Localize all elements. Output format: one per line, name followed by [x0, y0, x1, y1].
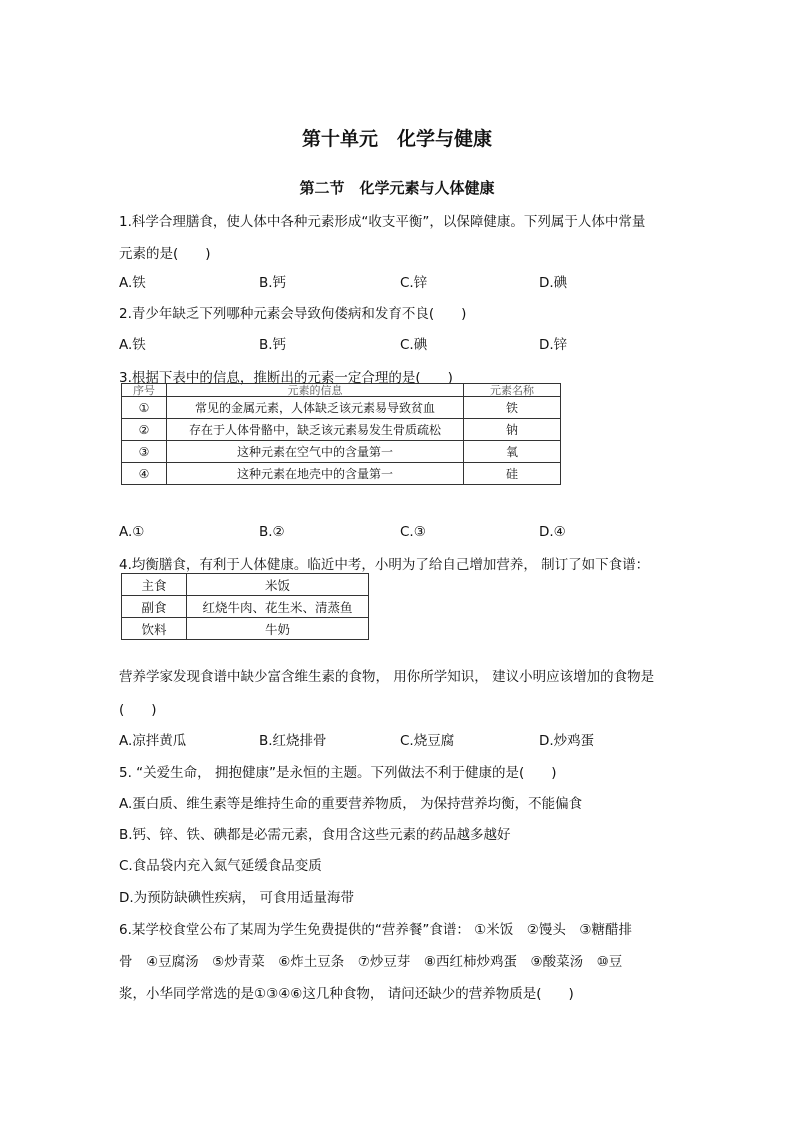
question-3-option-c: C.③ — [400, 524, 426, 540]
table-row — [122, 463, 561, 485]
table-header-row — [122, 384, 561, 397]
question-1-option-c: C.锌 — [400, 275, 428, 291]
question-1-option-b: B.钙 — [259, 275, 287, 291]
table-cell: 钠 — [464, 419, 561, 441]
question-4-text-cont: 营养学家发现食谱中缺少富含维生素的食物， 用你所学知识， 建议小明应该增加的食物是 — [119, 669, 655, 685]
question-6-text-cont-2: 浆，小华同学常选的是①③④⑥这几种食物， 请问还缺少的营养物质是( ) — [119, 986, 574, 1002]
question-3-text: 3.根据下表中的信息，推断出的元素一定合理的是( ) — [119, 370, 453, 386]
table-header-cell: 元素名称 — [464, 384, 561, 397]
question-1-option-d: D.碘 — [539, 275, 568, 291]
meal-plan-table — [121, 573, 369, 640]
question-2-option-b: B.钙 — [259, 337, 287, 353]
question-5-text: 5. “关爱生命， 拥抱健康”是永恒的主题。下列做法不利于健康的是( ) — [119, 765, 557, 781]
table-cell: 红烧牛肉、花生米、清蒸鱼 — [187, 596, 369, 618]
question-4-option-a: A.凉拌黄瓜 — [119, 733, 187, 749]
table-row — [122, 574, 369, 596]
table-cell: 这种元素在空气中的含量第一 — [167, 441, 464, 463]
question-2-option-c: C.碘 — [400, 337, 428, 353]
table-row — [122, 441, 561, 463]
table-cell: ② — [122, 419, 167, 441]
question-4-option-b: B.红烧排骨 — [259, 733, 327, 749]
question-5-option-b: B.钙、锌、铁、碘都是必需元素，食用含这些元素的药品越多越好 — [119, 827, 511, 843]
question-6-text-cont: 骨 ④豆腐汤 ⑤炒青菜 ⑥炸土豆条 ⑦炒豆芽 ⑧西红柿炒鸡蛋 ⑨酸菜汤 ⑩豆 — [119, 954, 623, 970]
table-header-cell: 序号 — [122, 384, 167, 397]
table-row — [122, 618, 369, 640]
section-title: 第二节 化学元素与人体健康 — [299, 179, 495, 197]
question-5-option-c: C.食品袋内充入氮气延缓食品变质 — [119, 858, 322, 874]
question-2-option-a: A.铁 — [119, 337, 146, 353]
table-row — [122, 419, 561, 441]
table-cell: 主食 — [122, 574, 187, 596]
table-cell: 氧 — [464, 441, 561, 463]
question-4-option-d: D.炒鸡蛋 — [539, 733, 595, 749]
table-cell: 这种元素在地壳中的含量第一 — [167, 463, 464, 485]
question-5-option-a: A.蛋白质、维生素等是维持生命的重要营养物质， 为保持营养均衡，不能偏食 — [119, 796, 583, 812]
table-cell: 副食 — [122, 596, 187, 618]
question-4-text: 4.均衡膳食，有利于人体健康。临近中考，小明为了给自己增加营养， 制订了如下食谱： — [119, 557, 650, 573]
question-3-option-a: A.① — [119, 524, 145, 540]
table-cell: ④ — [122, 463, 167, 485]
table-cell: 存在于人体骨骼中，缺乏该元素易发生骨质疏松 — [167, 419, 464, 441]
question-3-option-b: B.② — [259, 524, 285, 540]
element-info-table — [121, 383, 561, 485]
question-4-bracket: ( ) — [119, 702, 157, 718]
table-cell: 米饭 — [187, 574, 369, 596]
question-5-option-d: D.为预防缺碘性疾病， 可食用适量海带 — [119, 890, 354, 906]
table-row — [122, 596, 369, 618]
unit-title: 第十单元 化学与健康 — [301, 128, 492, 150]
question-1-text-cont: 元素的是( ) — [119, 246, 211, 262]
table-cell: 硅 — [464, 463, 561, 485]
table-cell: ① — [122, 397, 167, 419]
table-cell: 铁 — [464, 397, 561, 419]
question-4-option-c: C.烧豆腐 — [400, 733, 455, 749]
question-1-text: 1.科学合理膳食，使人体中各种元素形成“收支平衡”，以保障健康。下列属于人体中常量 — [119, 214, 646, 230]
question-1-option-a: A.铁 — [119, 275, 146, 291]
question-3-option-d: D.④ — [539, 524, 566, 540]
table-cell: 常见的金属元素，人体缺乏该元素易导致贫血 — [167, 397, 464, 419]
question-2-text: 2.青少年缺乏下列哪种元素会导致佝偻病和发育不良( ) — [119, 306, 467, 322]
table-cell: 牛奶 — [187, 618, 369, 640]
question-6-text: 6.某学校食堂公布了某周为学生免费提供的“营养餐”食谱： ①米饭 ②馒头 ③糖醋排 — [119, 922, 632, 938]
table-row — [122, 397, 561, 419]
question-2-option-d: D.锌 — [539, 337, 568, 353]
table-cell: ③ — [122, 441, 167, 463]
table-header-cell: 元素的信息 — [167, 384, 464, 397]
table-cell: 饮料 — [122, 618, 187, 640]
